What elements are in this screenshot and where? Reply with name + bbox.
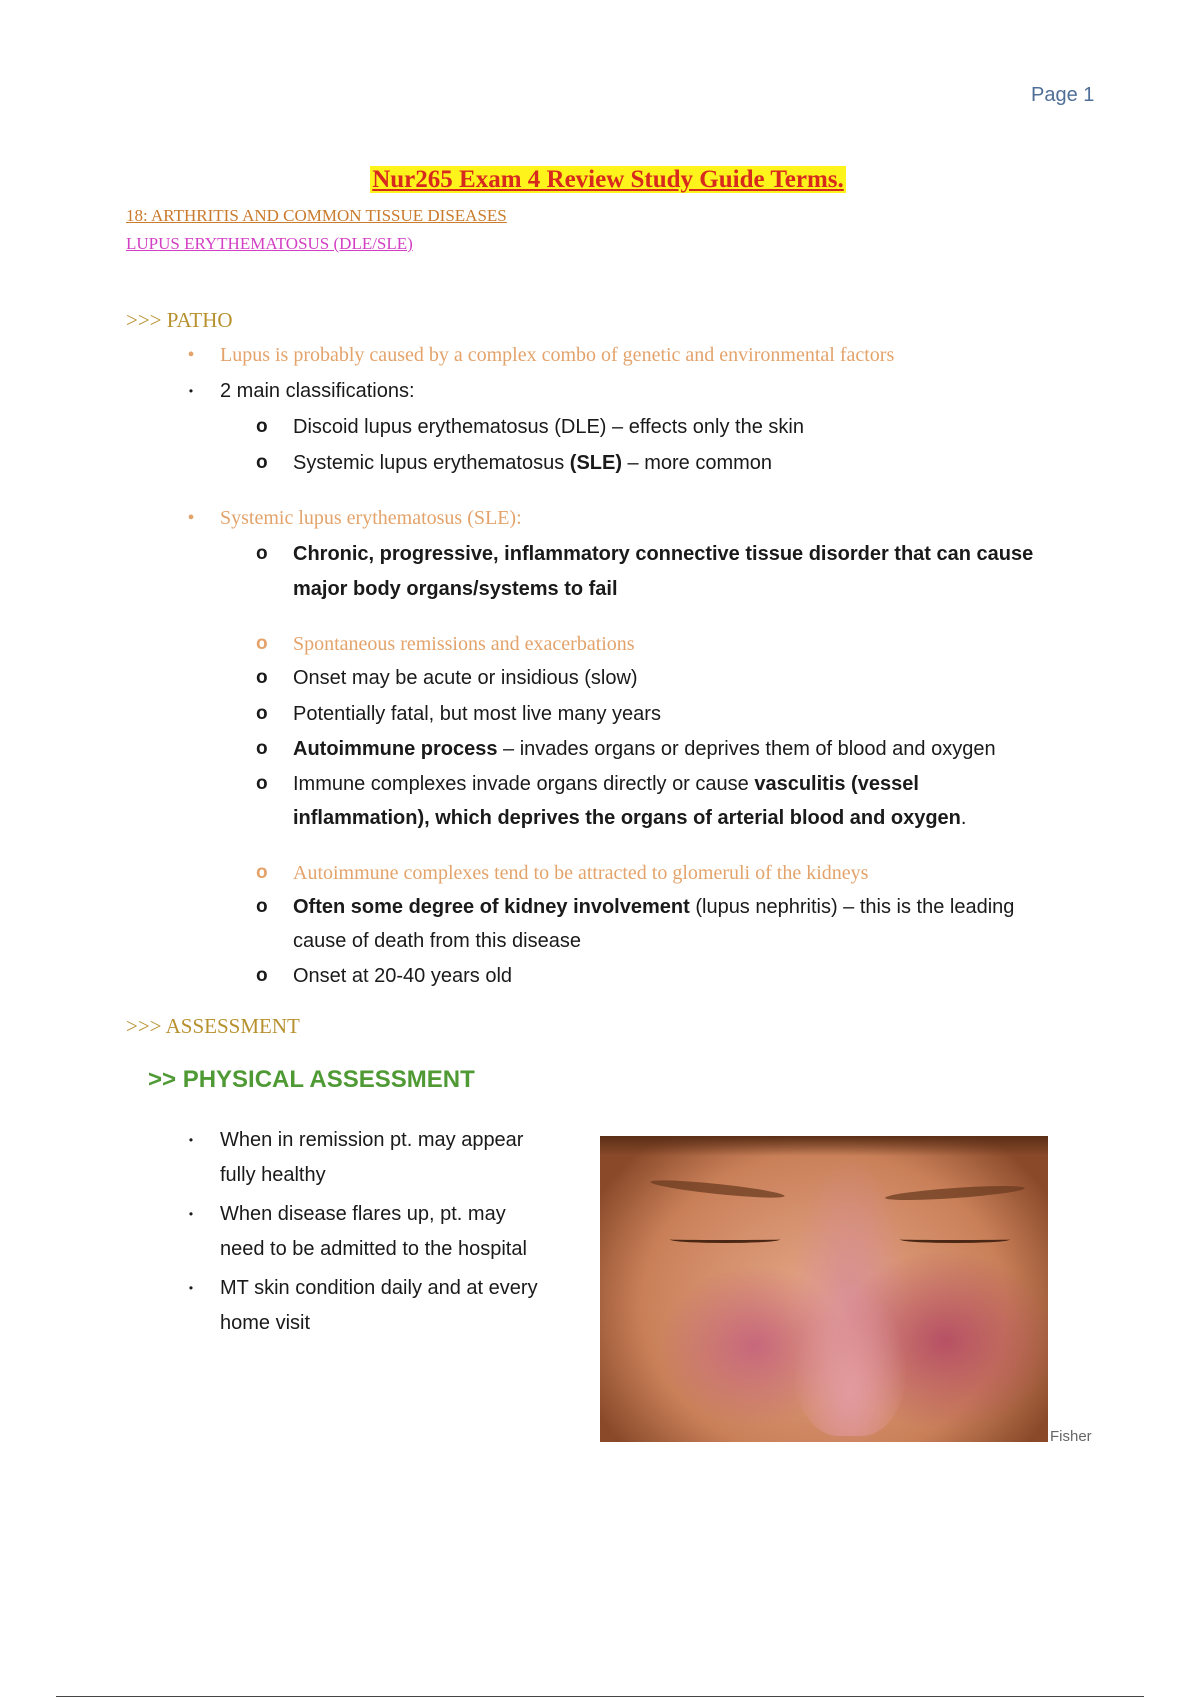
document-title (0, 166, 1200, 194)
circle-bullet-icon: o (256, 965, 268, 986)
photo-hair (600, 1136, 1048, 1156)
skin-line1: MT skin condition daily and at every (220, 1277, 538, 1299)
sle-heading: Systemic lupus erythematosus (SLE): (220, 507, 522, 529)
photo-right-eye (900, 1236, 1010, 1243)
document-title-text: Nur265 Exam 4 Review Study Guide Terms. (372, 166, 844, 193)
remission-line2: fully healthy (220, 1164, 326, 1186)
sle-definition-line1: Chronic, progressive, inflammatory connective tissue disorder that can cause (293, 543, 1034, 565)
bullet-icon: • (188, 384, 194, 398)
malar-rash-photo (600, 1136, 1048, 1442)
chapter-heading: 18: ARTHRITIS AND COMMON TISSUE DISEASES (126, 206, 507, 225)
onset-text: Onset may be acute or insidious (slow) (293, 667, 638, 689)
circle-bullet-icon: o (256, 416, 268, 437)
sle-definition-line2: major body organs/systems to fail (293, 578, 618, 600)
photo-left-eye (670, 1236, 780, 1243)
circle-bullet-icon: o (256, 896, 268, 917)
circle-bullet-icon: o (256, 773, 268, 794)
circle-bullet-icon: o (256, 667, 268, 688)
age-text: Onset at 20-40 years old (293, 965, 513, 987)
classifications-label: 2 main classifications: (220, 380, 415, 402)
remissions-text: Spontaneous remissions and exacerbations (293, 633, 635, 655)
assessment-heading: >>> ASSESSMENT (126, 1014, 300, 1038)
photo-credit: Fisher (1050, 1428, 1092, 1445)
kidney-line1: Often some degree of kidney involvement (lupus nephritis) – this is the leading (293, 896, 1015, 918)
fatal-text: Potentially fatal, but most live many years (293, 703, 661, 725)
circle-bullet-icon: o (256, 543, 268, 564)
remission-line1: When in remission pt. may appear (220, 1129, 524, 1151)
cause-text: Lupus is probably caused by a complex combo of genetic and environmental factors (220, 344, 895, 366)
circle-bullet-icon: o (256, 862, 268, 883)
subject-heading: LUPUS ERYTHEMATOSUS (DLE/SLE) (126, 234, 413, 253)
circle-bullet-icon: o (256, 703, 268, 724)
skin-line2: home visit (220, 1312, 311, 1334)
photo-nose (795, 1286, 905, 1436)
flare-line1: When disease flares up, pt. may (220, 1203, 506, 1225)
bullet-icon: • (188, 1207, 194, 1221)
kidney-line2: cause of death from this disease (293, 930, 581, 952)
glomeruli-text: Autoimmune complexes tend to be attracted to glomeruli of the kidneys (293, 862, 869, 884)
bullet-icon: • (188, 1133, 194, 1147)
complexes-line1: Immune complexes invade organs directly or cause vasculitis (vessel (293, 773, 919, 795)
patho-heading: >>> PATHO (126, 308, 233, 332)
circle-bullet-icon: o (256, 452, 268, 473)
page-number: Page 1 (1031, 84, 1095, 106)
physical-assessment-heading: >> PHYSICAL ASSESSMENT (148, 1066, 475, 1093)
autoimmune-text: Autoimmune process – invades organs or deprives them of blood and oxygen (293, 738, 996, 760)
complexes-line2: inflammation), which deprives the organs of arterial blood and oxygen. (293, 807, 967, 829)
bullet-icon: • (188, 1281, 194, 1295)
circle-bullet-icon: o (256, 738, 268, 759)
sle-text: Systemic lupus erythematosus (SLE) – more common (293, 452, 773, 474)
circle-bullet-icon: o (256, 633, 268, 654)
flare-line2: need to be admitted to the hospital (220, 1238, 527, 1260)
bullet-icon: • (187, 344, 195, 366)
bullet-icon: • (187, 507, 195, 529)
photo-left-eyebrow (650, 1177, 785, 1201)
photo-right-eyebrow (885, 1183, 1025, 1203)
dle-text: Discoid lupus erythematosus (DLE) – effects only the skin (293, 416, 804, 438)
bottom-divider (56, 1696, 1144, 1697)
